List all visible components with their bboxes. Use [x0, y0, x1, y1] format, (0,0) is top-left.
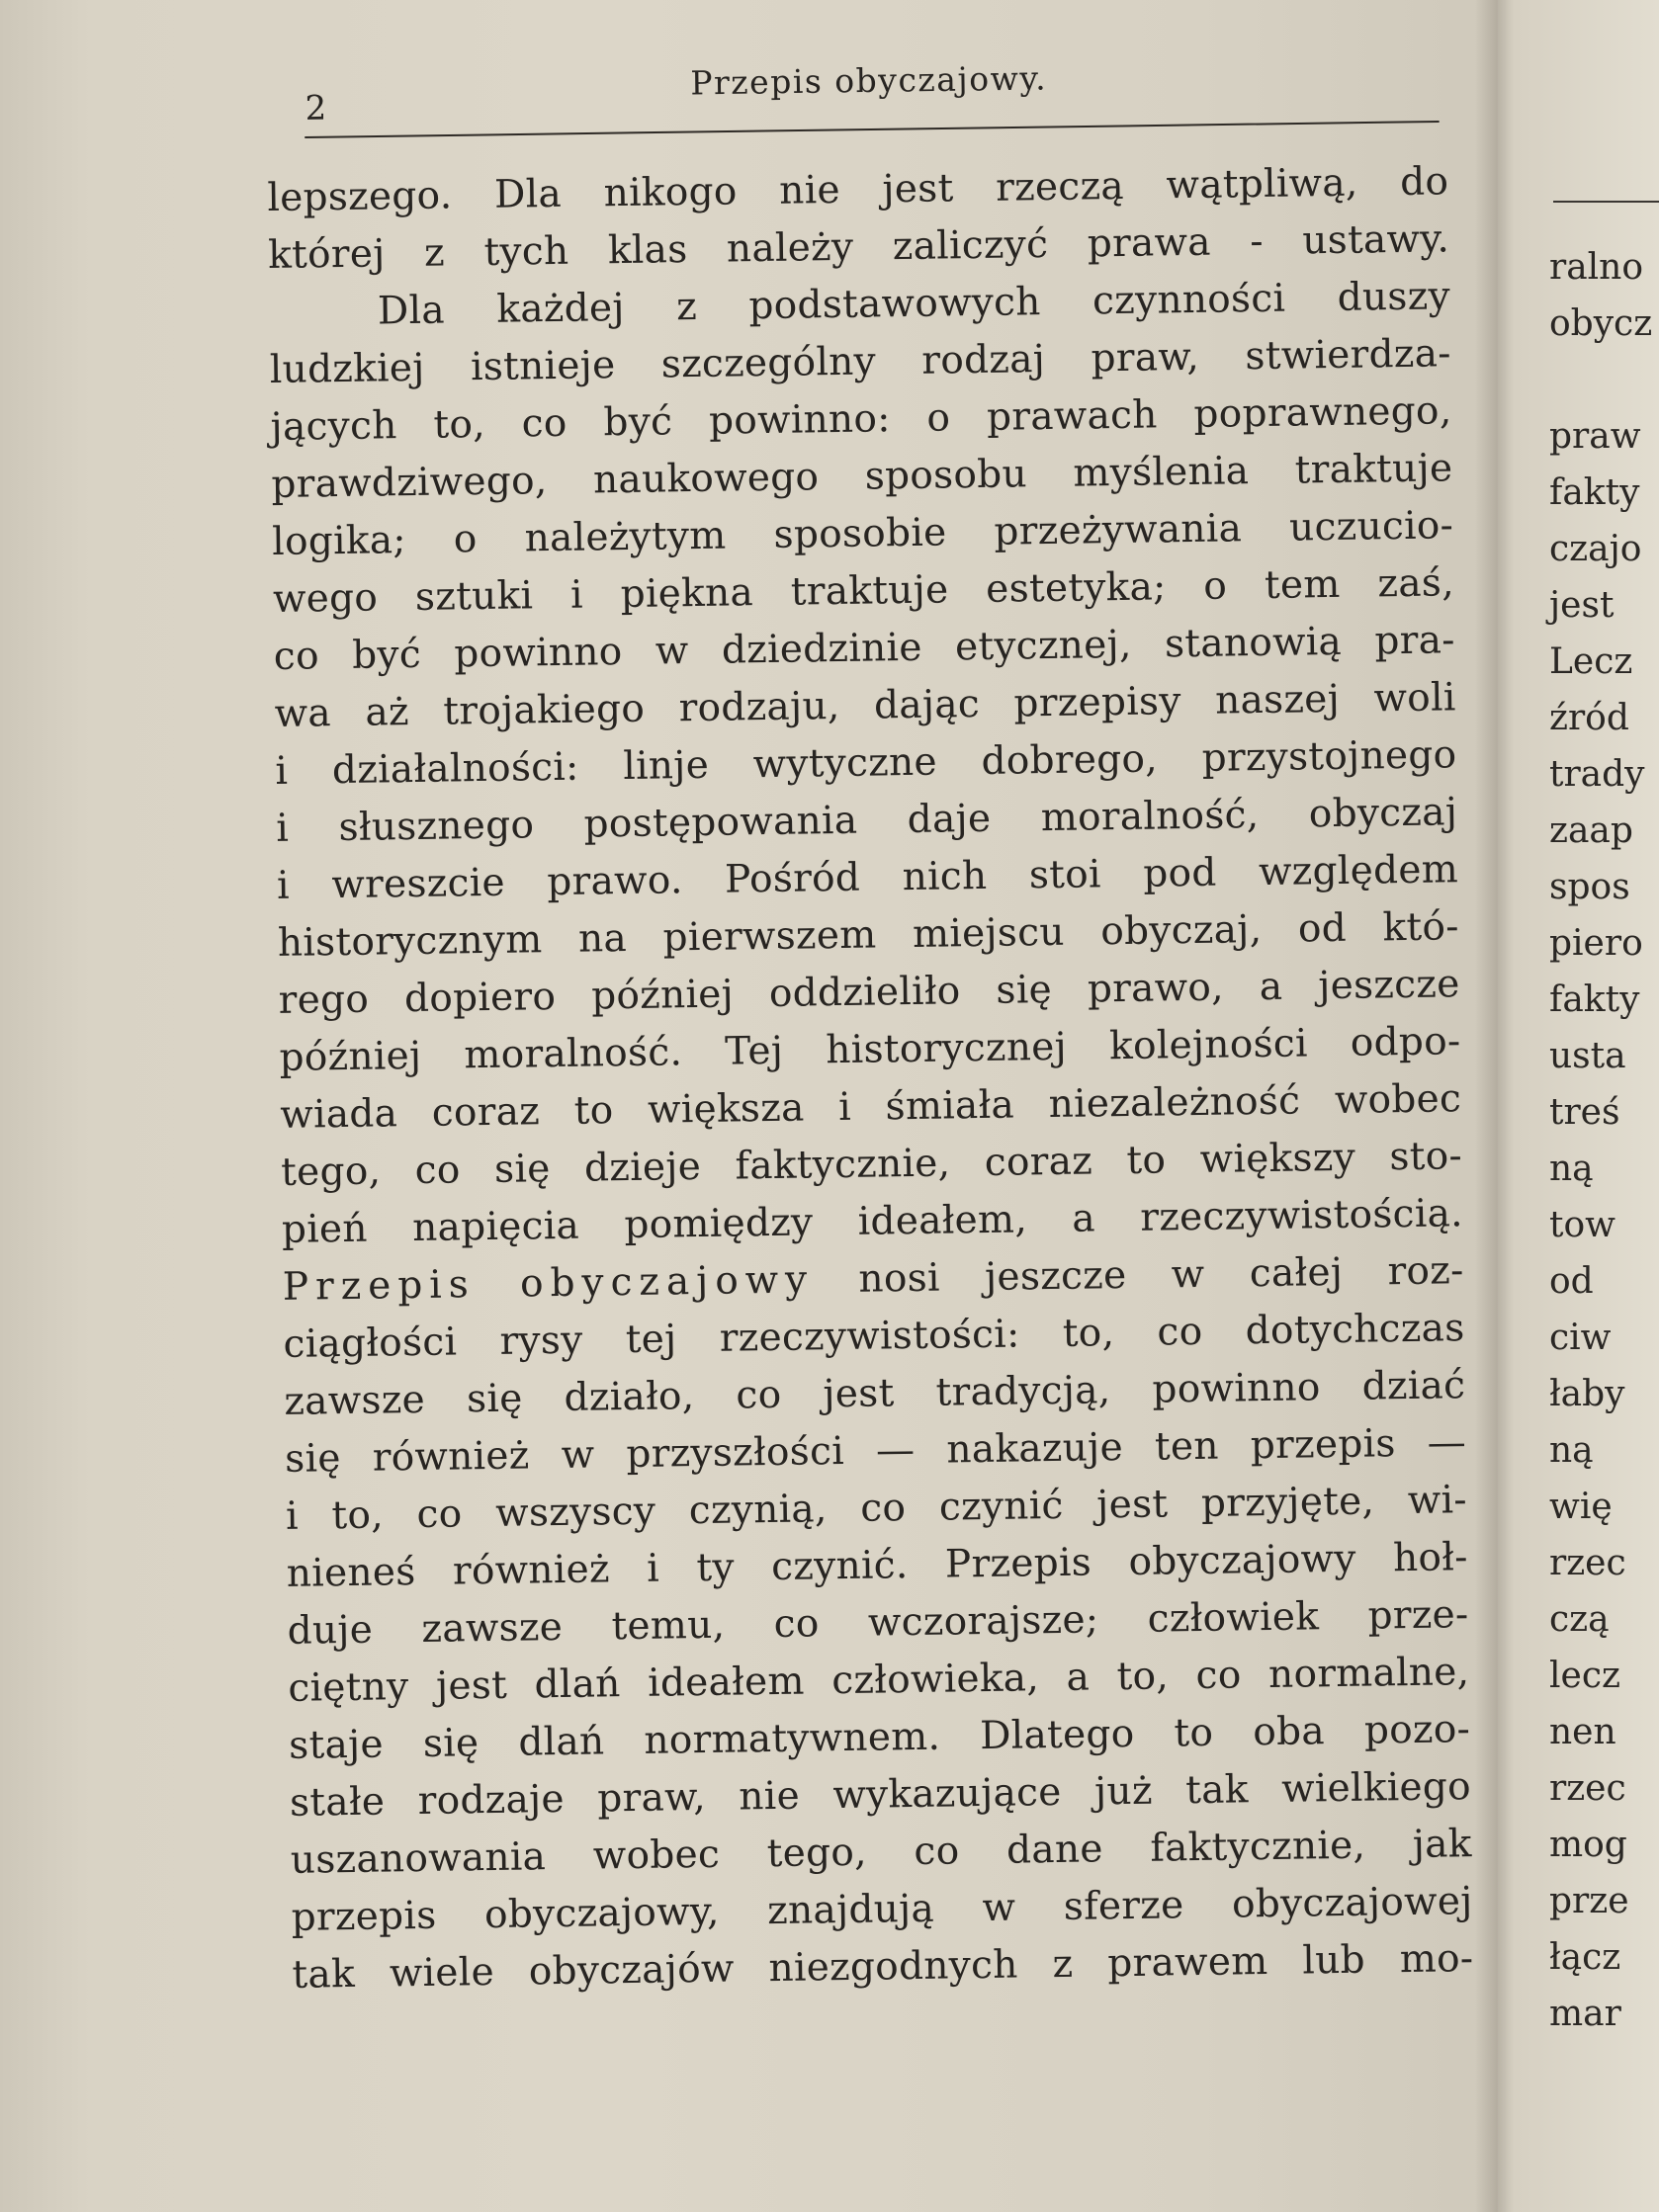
body-text — [267, 153, 1474, 2004]
right-page-fragment: nen — [1549, 1712, 1616, 1752]
text-line: lepszego. Dla nikogo nie jest rzeczą wątpliwą, do — [267, 159, 1449, 220]
text-line: jących to, co być powinno: o prawach poprawnego, — [270, 388, 1452, 450]
text-line: i słusznego postępowania daje moralność, obyczaj — [275, 790, 1458, 851]
right-page-rule — [1553, 201, 1659, 203]
text-line: i to, co wszyscy czynią, co czynić jest przyjęte, wi- — [285, 1478, 1468, 1539]
right-page-fragment: czą — [1549, 1599, 1610, 1640]
text-line: duje zawsze temu, co wczorajsze; człowiek prze- — [287, 1592, 1469, 1654]
page-number: 2 — [305, 88, 327, 128]
right-page-fragment: źród — [1549, 698, 1629, 738]
right-page-fragment: fakty — [1549, 979, 1640, 1020]
text-line: i wreszcie prawo. Pośród nich stoi pod względem — [276, 847, 1459, 908]
right-page-fragment: czajo — [1549, 529, 1642, 569]
text-line: rego dopiero później oddzieliło się prawo, a jeszcze — [278, 962, 1460, 1023]
right-page-fragment: prze — [1549, 1881, 1629, 1921]
right-page-fragment: rzec — [1549, 1543, 1626, 1583]
right-page-fragment: mog — [1549, 1825, 1627, 1865]
right-page-fragment: piero — [1549, 923, 1643, 964]
text-line: później moralność. Tej historycznej kolejności odpo- — [279, 1019, 1461, 1080]
text-line: wa aż trojakiego rodzaju, dając przepisy naszej woli — [274, 675, 1456, 736]
right-page-fragment: od — [1549, 1261, 1594, 1302]
text-line: co być powinno w dziedzinie etycznej, stanowią pra- — [273, 618, 1456, 679]
right-page-fragment: lecz — [1549, 1656, 1620, 1696]
text-line: wego sztuki i piękna traktuje estetyka; o tem zaś, — [272, 560, 1455, 622]
right-page-fragment: usta — [1549, 1036, 1626, 1076]
text-line: zawsze się działo, co jest tradycją, powinno dziać — [284, 1363, 1466, 1424]
right-page-fragment: Lecz — [1549, 641, 1633, 682]
text-line: tego, co się dzieje faktycznie, coraz to większy sto- — [280, 1134, 1463, 1195]
right-page-fragment — [1549, 352, 1659, 408]
right-page-fragment: spos — [1549, 867, 1630, 907]
text-line: Dla każdej z podstawowych czynności duszy — [377, 274, 1451, 334]
right-page — [1498, 0, 1659, 2212]
running-head: Przepis obyczajowy. — [690, 58, 1048, 103]
text-line: logika; o należytym sposobie przeżywania uczucio- — [271, 503, 1454, 564]
right-page-fragment: łaby — [1549, 1374, 1625, 1414]
right-page-fragment: trady — [1549, 754, 1645, 795]
text-line: tak wiele obyczajów niezgodnych z prawem lub mo- — [292, 1936, 1474, 1998]
text-line: uszanowania wobec tego, co dane faktycznie, jak — [290, 1822, 1473, 1883]
text-line: staje się dlań normatywnem. Dlatego to oba pozo- — [288, 1707, 1471, 1768]
right-page-text — [1549, 239, 1659, 2042]
text-line: której z tych klas należy zaliczyć prawa - ustawy. — [267, 216, 1450, 278]
text-line: i działalności: linje wytyczne dobrego, przystojnego — [275, 732, 1457, 794]
text-line: ciągłości rysy tej rzeczywistości: to, co dotychczas — [283, 1306, 1465, 1367]
text-line: pień napięcia pomiędzy ideałem, a rzeczywistością. — [281, 1191, 1464, 1252]
right-page-fragment: rzec — [1549, 1768, 1626, 1809]
right-page-fragment: treś — [1549, 1092, 1620, 1133]
text-line: ludzkiej istnieje szczególny rodzaj praw, stwierdza- — [269, 331, 1452, 392]
right-page-fragment: jest — [1549, 585, 1615, 626]
right-page-fragment: ną — [1549, 1430, 1594, 1471]
right-page-fragment: łącz — [1549, 1937, 1621, 1978]
text-line: Przepis obyczajowy nosi jeszcze w całej roz- — [282, 1248, 1464, 1310]
right-page-fragment: praw — [1549, 416, 1641, 457]
right-page-fragment: wię — [1549, 1487, 1613, 1527]
text-line: przepis obyczajowy, znajdują w sferze obyczajowej — [291, 1879, 1473, 1940]
right-page-fragment: ną — [1549, 1149, 1594, 1189]
text-line: prawdziwego, naukowego sposobu myślenia traktuje — [271, 446, 1453, 507]
text-line: ciętny jest dlań ideałem człowieka, a to, co normalne, — [288, 1650, 1470, 1711]
right-page-fragment: ciw — [1549, 1318, 1612, 1358]
text-line: wiada coraz to większa i śmiała niezależność wobec — [280, 1076, 1462, 1138]
right-page-fragment: mar — [1549, 1994, 1621, 2034]
right-page-fragment: ralno — [1549, 247, 1644, 288]
text-line: stałe rodzaje praw, nie wykazujące już tak wielkiego — [289, 1764, 1472, 1826]
text-line: nieneś również i ty czynić. Przepis obyczajowy hoł- — [286, 1535, 1468, 1596]
right-page-fragment: tow — [1549, 1205, 1615, 1245]
text-line: historycznym na pierwszem miejscu obyczaj, od któ- — [277, 904, 1460, 966]
text-line: się również w przyszłości — nakazuje ten przepis — — [284, 1420, 1467, 1482]
right-page-fragment: zaap — [1549, 810, 1633, 851]
right-page-fragment: fakty — [1549, 472, 1640, 513]
right-page-fragment: obycz — [1549, 303, 1653, 344]
